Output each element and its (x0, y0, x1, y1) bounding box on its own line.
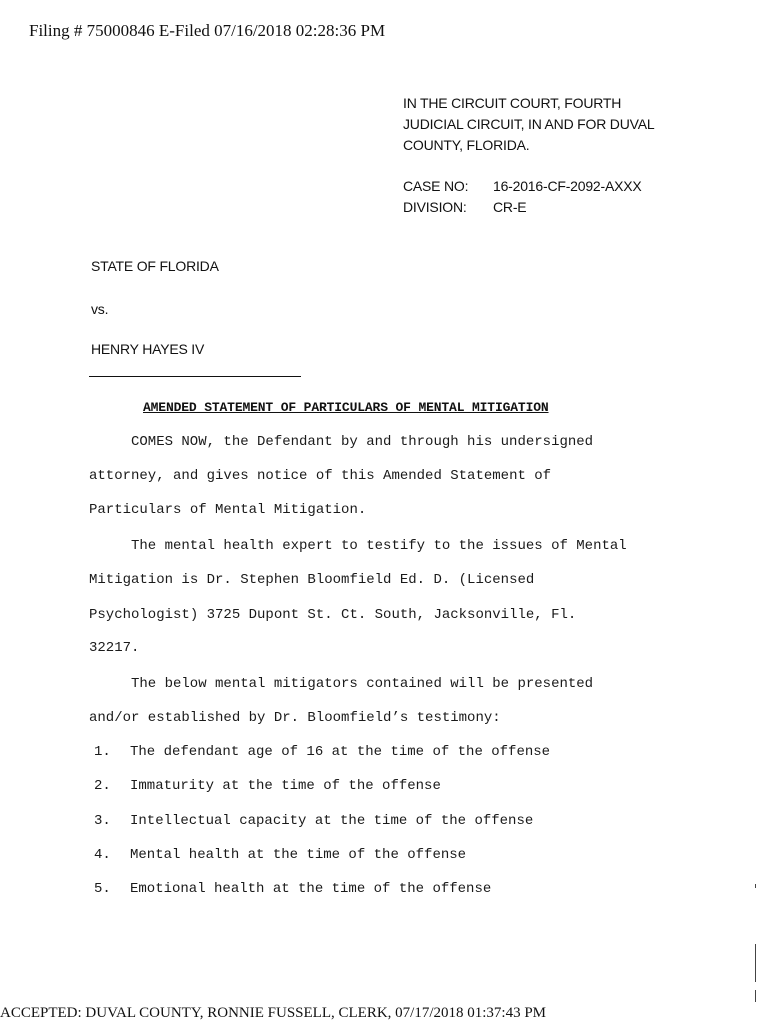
paragraph-line: Particulars of Mental Mitigation. (89, 502, 367, 518)
plaintiff-name: STATE OF FLORIDA (91, 258, 219, 274)
paragraph-line: COMES NOW, the Defendant by and through his undersigned (131, 434, 594, 450)
mitigator-number: 3. (94, 813, 111, 829)
court-caption (403, 93, 654, 156)
court-line: JUDICIAL CIRCUIT, IN AND FOR DUVAL (403, 116, 655, 132)
mitigator-item (94, 744, 550, 760)
mitigator-number: 4. (94, 847, 111, 863)
paragraph-line: attorney, and gives notice of this Amended Statement of (89, 468, 552, 484)
mitigator-text: Intellectual capacity at the time of the offense (130, 813, 534, 829)
paragraph-line: The mental health expert to testify to the issues of Mental (131, 538, 627, 554)
division-label: DIVISION: (403, 199, 467, 215)
scan-artifact (755, 944, 756, 982)
defendant-name: HENRY HAYES IV (91, 341, 205, 357)
mitigator-item (94, 813, 533, 829)
versus-label: vs. (91, 301, 109, 317)
scan-artifact (755, 884, 756, 888)
mitigator-item (94, 847, 466, 863)
caption-divider (89, 376, 301, 377)
mitigator-text: Emotional health at the time of the offense (130, 881, 492, 897)
clerk-acceptance-stamp: ACCEPTED: DUVAL COUNTY, RONNIE FUSSELL, CLERK, 07/17/2018 01:37:43 PM (0, 1005, 547, 1021)
mitigator-number: 1. (94, 744, 111, 760)
mitigator-item (94, 778, 441, 794)
paragraph-line: Mitigation is Dr. Stephen Bloomfield Ed. D. (Licensed (89, 572, 535, 588)
paragraph-line: and/or established by Dr. Bloomfield’s testimony: (89, 710, 501, 726)
paragraph-line: The below mental mitigators contained will be presented (131, 676, 594, 692)
mitigator-text: The defendant age of 16 at the time of the offense (130, 744, 551, 760)
mitigator-number: 5. (94, 881, 111, 897)
court-line: IN THE CIRCUIT COURT, FOURTH (403, 95, 622, 111)
scan-artifact (755, 990, 756, 1002)
mitigator-number: 2. (94, 778, 111, 794)
division-value: CR-E (493, 199, 527, 215)
mitigator-item (94, 881, 491, 897)
mitigator-text: Immaturity at the time of the offense (130, 778, 441, 794)
case-number-label: CASE NO: (403, 178, 469, 194)
mitigator-text: Mental health at the time of the offense (130, 847, 467, 863)
case-number-value: 16-2016-CF-2092-AXXX (493, 178, 642, 194)
division-row (403, 197, 642, 218)
case-number-row (403, 176, 642, 197)
document-title: AMENDED STATEMENT OF PARTICULARS OF MENTAL MITIGATION (143, 400, 549, 415)
court-line: COUNTY, FLORIDA. (403, 137, 530, 153)
paragraph-line: Psychologist) 3725 Dupont St. Ct. South, Jacksonville, Fl. (89, 607, 577, 623)
case-info (403, 176, 642, 218)
paragraph-line: 32217. (89, 640, 140, 656)
filing-stamp: Filing # 75000846 E-Filed 07/16/2018 02:28:36 PM (29, 21, 386, 40)
